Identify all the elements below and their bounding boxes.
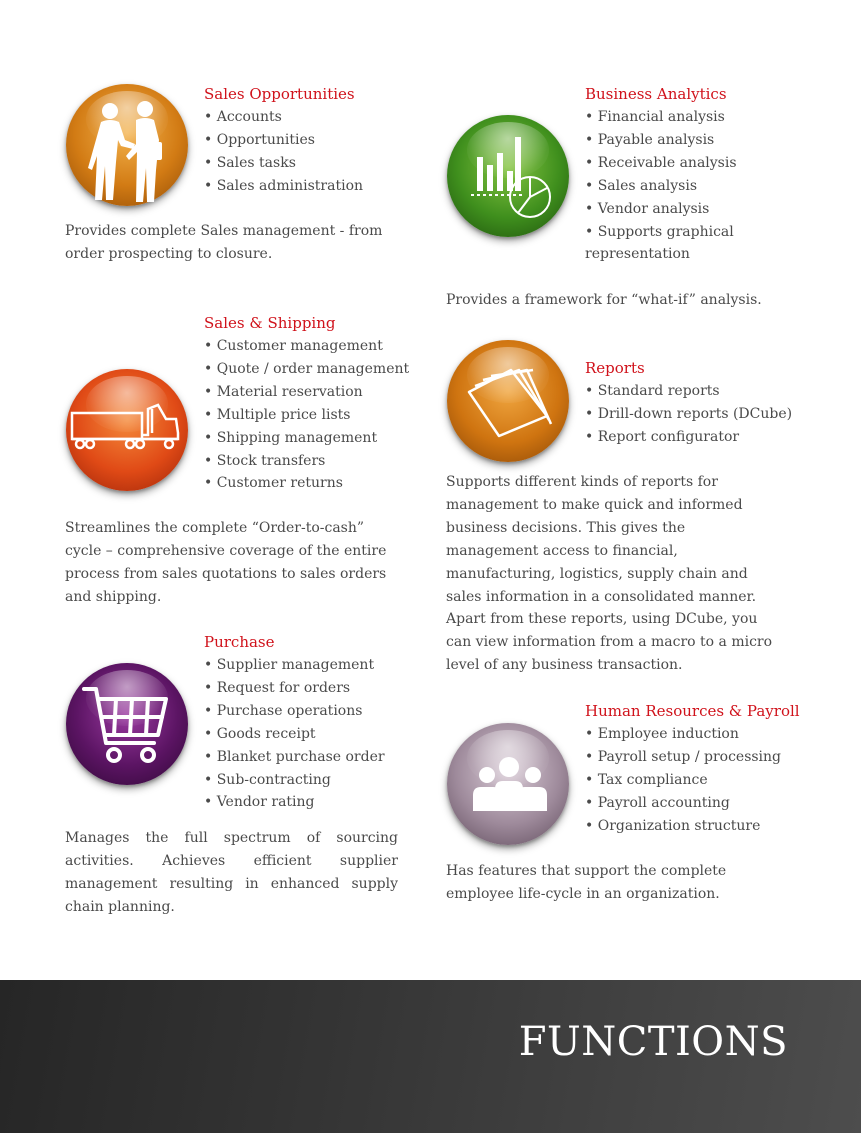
list-item: • Payroll accounting bbox=[585, 792, 781, 815]
list-item: • Multiple price lists bbox=[204, 404, 409, 427]
business-analytics-list-continuation: representation bbox=[585, 246, 690, 262]
list-item: • Payroll setup / processing bbox=[585, 746, 781, 769]
business-analytics-description: Provides a framework for “what-if” analysis. bbox=[446, 292, 762, 308]
list-item: • Sales administration bbox=[204, 175, 363, 198]
business-analytics-title: Business Analytics bbox=[585, 85, 727, 103]
footer-banner bbox=[0, 980, 861, 1133]
hr-payroll-title: Human Resources & Payroll bbox=[585, 702, 800, 720]
bar-pie-chart-icon bbox=[447, 115, 569, 237]
list-item: • Sales tasks bbox=[204, 152, 363, 175]
reports-list bbox=[585, 380, 792, 449]
handshake-icon bbox=[66, 84, 188, 206]
list-item: • Receivable analysis bbox=[585, 152, 737, 175]
list-item: • Supplier management bbox=[204, 654, 385, 677]
list-item: • Payable analysis bbox=[585, 129, 737, 152]
list-item: • Vendor analysis bbox=[585, 198, 737, 221]
shopping-cart-icon bbox=[66, 663, 188, 785]
list-item: • Vendor rating bbox=[204, 791, 385, 814]
list-item: • Quote / order management bbox=[204, 358, 409, 381]
sales-shipping-title: Sales & Shipping bbox=[204, 314, 336, 332]
list-item: • Organization structure bbox=[585, 815, 781, 838]
sales-opportunities-title: Sales Opportunities bbox=[204, 85, 355, 103]
list-item: • Shipping management bbox=[204, 427, 409, 450]
list-item: • Sub-contracting bbox=[204, 769, 385, 792]
list-item: • Supports graphical bbox=[585, 221, 737, 244]
list-item: • Stock transfers bbox=[204, 450, 409, 473]
list-item: • Standard reports bbox=[585, 380, 792, 403]
list-item: • Sales analysis bbox=[585, 175, 737, 198]
list-item: • Purchase operations bbox=[204, 700, 385, 723]
sales-opportunities-description: Provides complete Sales management - from order prospecting to closure. bbox=[65, 223, 383, 262]
list-item: • Accounts bbox=[204, 106, 363, 129]
documents-icon bbox=[447, 340, 569, 462]
list-item: • Material reservation bbox=[204, 381, 409, 404]
business-analytics-list bbox=[585, 106, 737, 243]
list-item: • Blanket purchase order bbox=[204, 746, 385, 769]
reports-description: Supports different kinds of reports for management to make quick and informed business decisions. This gives the management access to financial, manufacturing, logistics, supply chain and sales information in a consolidated manner. Apart from these reports, using DCube, you can view information from a macro to a micro level of any business transaction. bbox=[446, 474, 773, 674]
list-item: • Goods receipt bbox=[204, 723, 385, 746]
reports-title: Reports bbox=[585, 359, 645, 377]
list-item: • Customer management bbox=[204, 335, 409, 358]
hr-payroll-list bbox=[585, 723, 781, 838]
people-group-icon bbox=[447, 723, 569, 845]
sales-opportunities-list bbox=[204, 106, 363, 198]
list-item: • Request for orders bbox=[204, 677, 385, 700]
purchase-description: Manages the full spectrum of sourcing activities. Achieves efficient supplier management resulting in enhanced supply chain planning. bbox=[65, 830, 398, 915]
footer-title: FUNCTIONS bbox=[518, 1019, 788, 1065]
sales-shipping-list bbox=[204, 335, 409, 495]
truck-icon bbox=[66, 369, 188, 491]
purchase-title: Purchase bbox=[204, 633, 275, 651]
list-item: • Financial analysis bbox=[585, 106, 737, 129]
hr-payroll-description: Has features that support the complete employee life-cycle in an organization. bbox=[446, 863, 727, 902]
list-item: • Customer returns bbox=[204, 472, 409, 495]
list-item: • Opportunities bbox=[204, 129, 363, 152]
list-item: • Employee induction bbox=[585, 723, 781, 746]
list-item: • Report configurator bbox=[585, 426, 792, 449]
sales-shipping-description: Streamlines the complete “Order-to-cash” cycle – comprehensive coverage of the entire process from sales quotations to sales orders and shipping. bbox=[65, 520, 387, 605]
list-item: • Drill-down reports (DCube) bbox=[585, 403, 792, 426]
purchase-list bbox=[204, 654, 385, 814]
list-item: • Tax compliance bbox=[585, 769, 781, 792]
